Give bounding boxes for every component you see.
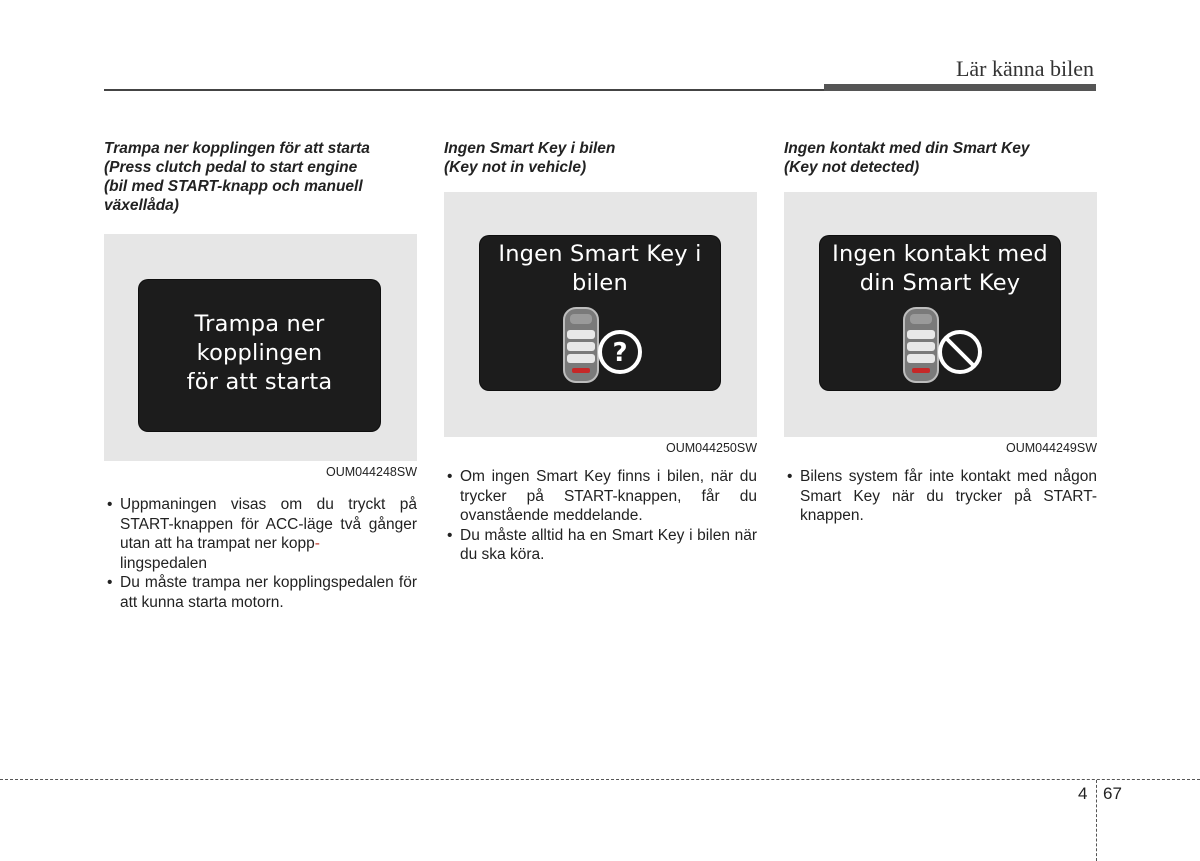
header-rule-accent (824, 84, 1096, 91)
list-item: • Om ingen Smart Key finns i bilen, när du trycker på START-knappen, får du ovanstående meddelande. (444, 467, 757, 526)
cluster-display-figure (784, 192, 1097, 437)
bullet-list (444, 467, 757, 565)
figure-code: OUM044250SW (665, 441, 757, 455)
footer-divider-vertical (1096, 780, 1097, 861)
column-heading: Ingen kontakt med din Smart Key (Key not detected) (784, 140, 1030, 176)
screen-message: Trampa ner kopplingen för att starta (186, 311, 333, 395)
list-item: • Du måste trampa ner kopplingspedalen för att kunna starta motorn. (104, 573, 417, 612)
column-key-not-in-vehicle (444, 139, 757, 565)
svg-text:?: ? (612, 338, 628, 368)
key-fob-prohibited-icon (894, 304, 990, 384)
column-key-not-detected (784, 139, 1097, 526)
list-item: • Bilens system får inte kontakt med någon Smart Key när du trycker på START-knappen. (784, 467, 1097, 526)
cluster-display-figure (104, 234, 417, 461)
page-number: 67 (1103, 784, 1122, 803)
screen-message: Ingen kontakt med din Smart Key (832, 241, 1048, 296)
bullet-list (784, 467, 1097, 526)
chapter-number: 4 (1078, 784, 1088, 803)
figure-code: OUM044249SW (1005, 441, 1097, 455)
figure-code: OUM044248SW (325, 465, 417, 479)
list-item: • Du måste alltid ha en Smart Key i bilen när du ska köra. (444, 526, 757, 565)
column-heading: Ingen Smart Key i bilen (Key not in vehicle) (444, 140, 616, 176)
footer-divider (0, 779, 1200, 780)
cluster-display-figure (444, 192, 757, 437)
list-item: • Uppmaningen visas om du tryckt på START-knappen för ACC-läge två gånger utan att ha trampat ner kopp- lingspedalen (104, 495, 417, 573)
column-heading: Trampa ner kopplingen för att starta (Press clutch pedal to start engine (bil med START-knapp och manuell växellåda) (104, 140, 370, 214)
cluster-screen (480, 236, 720, 390)
cluster-screen (820, 236, 1060, 390)
section-title: Lär känna bilen (955, 56, 1094, 81)
column-clutch-message (104, 139, 417, 612)
key-fob-question-icon (554, 304, 650, 384)
header-rule (104, 89, 824, 91)
screen-message: Ingen Smart Key i bilen (498, 241, 702, 296)
bullet-list (104, 495, 417, 612)
cluster-screen (139, 280, 380, 431)
